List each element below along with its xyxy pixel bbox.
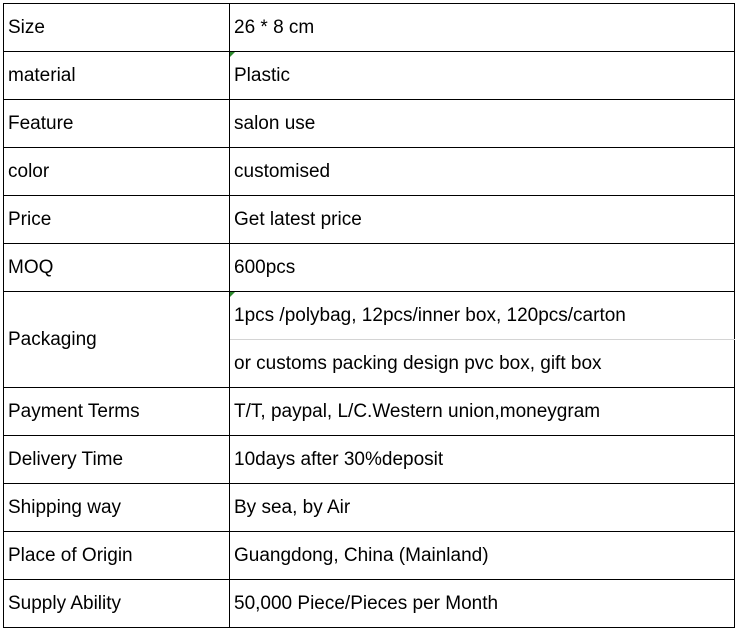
table-row-material xyxy=(4,52,735,100)
table-row-moq xyxy=(4,244,735,292)
row-value-text: 10days after 30%deposit xyxy=(234,448,444,470)
table-row-place-of-origin xyxy=(4,532,735,580)
row-value-text: or customs packing design pvc box, gift box xyxy=(234,352,602,374)
table-row-packaging xyxy=(4,292,735,340)
row-value xyxy=(230,436,735,484)
row-value-text: By sea, by Air xyxy=(234,496,351,518)
row-label: material xyxy=(4,52,230,100)
table-row-color xyxy=(4,148,735,196)
cell-comment-marker xyxy=(230,52,235,57)
row-label: Supply Ability xyxy=(4,580,230,628)
row-value xyxy=(230,292,735,340)
row-value-text: T/T, paypal, L/C.Western union,moneygram xyxy=(234,400,601,422)
row-value-text: Plastic xyxy=(234,64,290,86)
cell-comment-marker xyxy=(230,292,235,297)
table-row-price xyxy=(4,196,735,244)
table-row-feature xyxy=(4,100,735,148)
product-spec-table xyxy=(3,3,735,628)
table-row-delivery-time xyxy=(4,436,735,484)
row-label: Size xyxy=(4,4,230,52)
row-value-text: 26 * 8 cm xyxy=(234,16,315,38)
row-value-text: 50,000 Piece/Pieces per Month xyxy=(234,592,499,614)
row-label: Packaging xyxy=(4,292,230,388)
row-value-text: 600pcs xyxy=(234,256,296,278)
table-row-payment-terms xyxy=(4,388,735,436)
table-row-size xyxy=(4,4,735,52)
row-value-text: 1pcs /polybag, 12pcs/inner box, 120pcs/carton xyxy=(234,304,626,326)
row-value xyxy=(230,100,735,148)
row-value xyxy=(230,196,735,244)
row-label: Place of Origin xyxy=(4,532,230,580)
row-value xyxy=(230,580,735,628)
row-value-text: customised xyxy=(234,160,331,182)
row-label: Delivery Time xyxy=(4,436,230,484)
row-value xyxy=(230,388,735,436)
table-row-shipping-way xyxy=(4,484,735,532)
row-value xyxy=(230,484,735,532)
row-value xyxy=(230,52,735,100)
row-value-text: Get latest price xyxy=(234,208,362,230)
row-value-text: Guangdong, China (Mainland) xyxy=(234,544,489,566)
row-label: Shipping way xyxy=(4,484,230,532)
row-label: color xyxy=(4,148,230,196)
table-row-supply-ability xyxy=(4,580,735,628)
row-label: Payment Terms xyxy=(4,388,230,436)
row-value xyxy=(230,4,735,52)
row-label: Price xyxy=(4,196,230,244)
row-value xyxy=(230,340,735,388)
row-value xyxy=(230,148,735,196)
row-value xyxy=(230,244,735,292)
row-value-text: salon use xyxy=(234,112,316,134)
row-label: MOQ xyxy=(4,244,230,292)
row-label: Feature xyxy=(4,100,230,148)
row-value xyxy=(230,532,735,580)
